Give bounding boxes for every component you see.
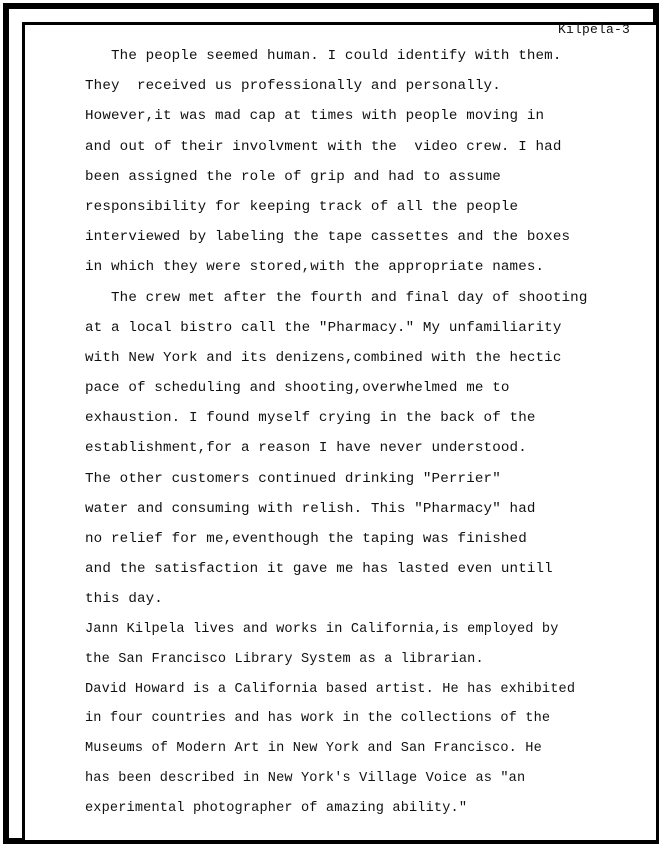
body-text	[85, 44, 635, 618]
bio-line: has been described in New York's Village Voice as "an	[85, 770, 526, 786]
text-line: in which they were stored,with the appropriate names.	[85, 259, 545, 276]
text-line: exhaustion. I found myself crying in the back of the	[85, 410, 536, 427]
page-number: Kilpela-3	[557, 22, 630, 37]
text-line: They received us professionally and personally.	[85, 78, 501, 95]
bio-line: Museums of Modern Art in New York and San Francisco. He	[85, 741, 542, 757]
bio-line: in four countries and has work in the collections of the	[85, 711, 551, 727]
text-line: and out of their involvment with the video crew. I had	[85, 138, 562, 155]
text-line: been assigned the role of grip and had to assume	[85, 168, 501, 185]
text-line: establishment,for a reason I have never understood.	[85, 440, 527, 457]
text-line: The crew met after the fourth and final day of shooting	[85, 289, 588, 306]
text-line: this day.	[85, 591, 163, 608]
text-line: with New York and its denizens,combined with the hectic	[85, 349, 562, 366]
text-line: The other customers continued drinking "Perrier"	[85, 470, 501, 487]
author-bios	[85, 619, 635, 828]
bio-line: the San Francisco Library System as a librarian.	[85, 651, 484, 667]
text-line: at a local bistro call the "Pharmacy." My unfamiliarity	[85, 319, 562, 336]
text-line: The people seemed human. I could identify with them.	[85, 48, 562, 64]
text-line: However,it was mad cap at times with people moving in	[85, 108, 545, 125]
bio-line: experimental photographer of amazing ability."	[85, 800, 468, 816]
text-line: and the satisfaction it gave me has lasted even untill	[85, 561, 553, 578]
text-line: interviewed by labeling the tape cassettes and the boxes	[85, 229, 571, 246]
text-line: no relief for me,eventhough the taping was finished	[85, 531, 527, 547]
bio-line: Jann Kilpela lives and works in California,is employed by	[85, 622, 559, 637]
text-line: responsibility for keeping track of all the people	[85, 198, 519, 215]
text-line: water and consuming with relish. This "Pharmacy" had	[85, 500, 536, 517]
bio-line: David Howard is a California based artist. He has exhibited	[85, 681, 576, 697]
text-line: pace of scheduling and shooting,overwhelmed me to	[85, 380, 510, 397]
